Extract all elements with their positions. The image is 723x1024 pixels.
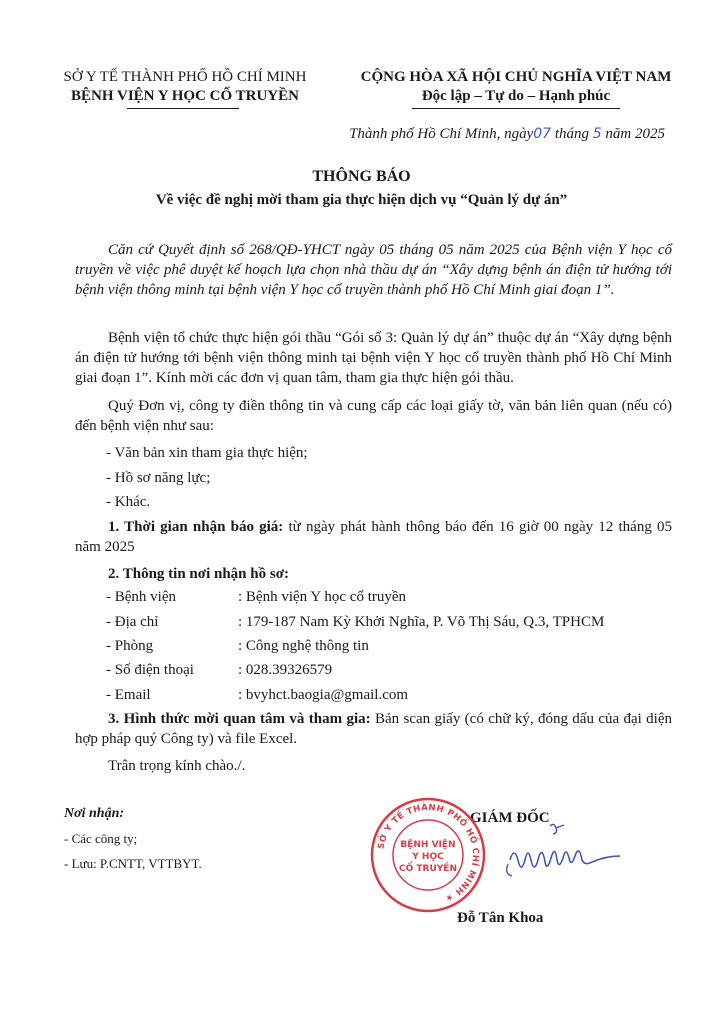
svg-text:CỔ TRUYỀN: CỔ TRUYỀN: [399, 864, 457, 874]
table-row: [0, 612, 723, 632]
contact-label: - Bệnh viện: [106, 589, 176, 605]
list-item: - Văn bản xin tham gia thực hiện;: [106, 445, 308, 461]
contact-email[interactable]: : bvyhct.baogia@gmail.com: [238, 687, 409, 703]
nation-line-1: CỘNG HÒA XÃ HỘI CHỦ NGHĨA VIỆT NAM: [360, 69, 672, 85]
recipient-item: - Các công ty;: [64, 831, 138, 846]
table-row: [0, 587, 723, 607]
svg-text:BỆNH VIỆN: BỆNH VIỆN: [400, 840, 456, 850]
paragraph-requirements: Quý Đơn vị, công ty điền thông tin và cung cấp các loại giấy tờ, văn bản liên quan (nếu có) đến bệnh viện như sau:: [75, 398, 672, 434]
date-month-label: tháng: [554, 126, 589, 142]
seal-graphic: [368, 795, 488, 915]
date-prefix: Thành phố Hồ Chí Minh, ngày: [349, 126, 534, 142]
org-line-1: SỞ Y TẾ THÀNH PHỐ HỒ CHÍ MINH: [63, 69, 307, 85]
section-1-text: từ ngày phát hành thông báo đến 16 giờ 00 ngày 12 tháng 05 năm 2025: [75, 519, 673, 555]
paragraph-legal-basis: Căn cứ Quyết định số 268/QĐ-YHCT ngày 05 tháng 05 năm 2025 của Bệnh viện Y học cổ truyền về việc phê duyệt kế hoạch lựa chọn nhà thầu dự án “Xây dựng bệnh án điện tử hướng tới bệnh viện thông minh tại bệnh viện Y học cổ truyền thành phố Hồ Chí Minh giai đoạn 1”.: [75, 242, 672, 298]
org-header: [40, 68, 330, 106]
document-title: THÔNG BÁO: [312, 168, 411, 185]
signature-graphic: [480, 820, 640, 900]
table-row: [0, 685, 723, 705]
contact-label: - Số điện thoại: [106, 662, 194, 678]
date-year: năm 2025: [605, 126, 665, 142]
contact-value: : 028.39326579: [238, 662, 333, 678]
list-item: - Hồ sơ năng lực;: [106, 470, 211, 486]
closing-line: Trân trọng kính chào./.: [108, 758, 246, 774]
handwritten-signature: [480, 820, 640, 900]
list-item: - Khác.: [106, 494, 151, 510]
section-3-heading: 3. Hình thức mời quan tâm và tham gia:: [108, 711, 371, 727]
svg-text:Y HỌC: Y HỌC: [412, 852, 444, 862]
document-subtitle: Về việc đề nghị mời tham gia thực hiện dịch vụ “Quản lý dự án”: [155, 192, 568, 208]
section-3-text: Bản scan giấy (có chữ ký, đóng dấu của đại diện hợp pháp quý Công ty) và file Excel.: [75, 711, 672, 747]
recipients-heading: Nơi nhận:: [64, 806, 125, 821]
contact-label: - Email: [106, 687, 151, 703]
table-row: [0, 636, 723, 656]
nation-underline: [412, 108, 620, 109]
contact-value: : Bệnh viện Y học cổ truyền: [238, 589, 407, 605]
contact-label: - Địa chỉ: [106, 614, 159, 630]
paragraph-invitation: Bệnh viện tổ chức thực hiện gói thầu “Gói số 3: Quản lý dự án” thuộc dự án “Xây dựng bệnh án điện tử hướng tới bệnh viện thông minh tại bệnh viện Y học cổ truyền thành phố Hồ Chí Minh giai đoạn 1”. Kính mời các đơn vị quan tâm, tham gia thực hiện gói thầu.: [75, 330, 672, 386]
recipient-item: - Lưu: P.CNTT, VTTBYT.: [64, 856, 202, 871]
official-seal: [368, 795, 488, 915]
org-underline: [127, 108, 239, 109]
table-row: [0, 660, 723, 680]
date-line: [349, 124, 665, 144]
section-1: [75, 517, 672, 557]
nation-line-2: Độc lập – Tự do – Hạnh phúc: [421, 88, 611, 104]
signer-name: Đỗ Tân Khoa: [457, 910, 544, 926]
date-month: 5: [592, 126, 602, 142]
section-1-heading: 1. Thời gian nhận báo giá:: [108, 519, 284, 535]
signature-role: GIÁM ĐỐC: [470, 810, 550, 826]
section-3: [75, 709, 672, 749]
contact-value: : Công nghệ thông tin: [238, 638, 369, 654]
contact-value: : 179-187 Nam Kỳ Khởi Nghĩa, P. Võ Thị Sáu, Q.3, TPHCM: [238, 614, 605, 630]
date-day: 07: [533, 126, 552, 142]
contact-label: - Phòng: [106, 638, 154, 654]
nation-header: [338, 68, 694, 106]
org-line-2: BỆNH VIỆN Y HỌC CỔ TRUYỀN: [71, 88, 299, 104]
section-2-heading: 2. Thông tin nơi nhận hồ sơ:: [108, 566, 289, 582]
svg-text:SỞ Y TẾ THÀNH PHỐ HỒ CHÍ MINH: SỞ Y TẾ THÀNH PHỐ HỒ CHÍ MINH ★: [376, 802, 481, 904]
